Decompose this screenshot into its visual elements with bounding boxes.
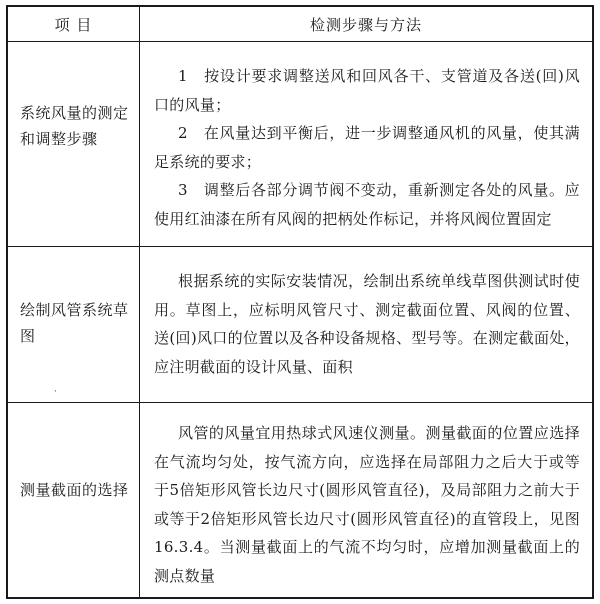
method-cell (140, 403, 592, 597)
header-method-label: 检测步骤与方法 (309, 15, 422, 34)
table-row (8, 246, 592, 402)
scan-artifact-dot: · (54, 387, 57, 397)
step-text: 1 按设计要求调整送风和回风各干、支管道及各送(回)风口的风量； (154, 67, 580, 114)
item-cell (8, 247, 140, 402)
method-text: 风管的风量宜用热球式风速仪测量。测量截面的位置应选择在气流均匀处，按气流方向，应选择在局部阻力之后大于或等于5倍矩形风管长边尺寸(圆形风管直径)，及局部阻力之前大于或等于2倍矩形风管长边尺寸(圆形风管直径)的直管段上，见图16.3.4。当测量截面上的气流不均匀时，应增加测量截面上的测点数量 (154, 424, 580, 585)
method-cell (140, 42, 592, 246)
method-content (154, 62, 580, 233)
step-text: 3 调整后各部分调节阀不变动，重新测定各处的风量。应使用红油漆在所有风阀的把柄处作标记，并将风阀位置固定 (154, 181, 580, 228)
item-cell (8, 42, 140, 246)
item-cell (8, 403, 140, 597)
method-content (154, 419, 580, 590)
table-row (8, 402, 592, 597)
table-row (8, 41, 592, 246)
item-label: 系统风量的测定和调整步骤 (20, 104, 129, 148)
measurement-table (6, 5, 594, 599)
method-text: 根据系统的实际安装情况，绘制出系统单线草图供测试时使用。草图上，应标明风管尺寸、测定截面位置、风阀的位置、送(回)风口的位置以及各种设备规格、型号等。在测定截面处，应注明截面的设计风量、面积 (154, 272, 580, 376)
table-header-row (8, 7, 592, 41)
method-cell (140, 247, 592, 402)
step-text: 2 在风量达到平衡后，进一步调整通风机的风量，使其满足系统的要求； (154, 124, 580, 171)
item-label: 绘制风管系统草图 (20, 301, 129, 345)
header-method-cell (140, 7, 592, 41)
item-label: 测量截面的选择 (20, 481, 129, 499)
header-item-label: 项 目 (54, 15, 93, 34)
header-item-cell (8, 7, 140, 41)
method-content (154, 267, 580, 381)
